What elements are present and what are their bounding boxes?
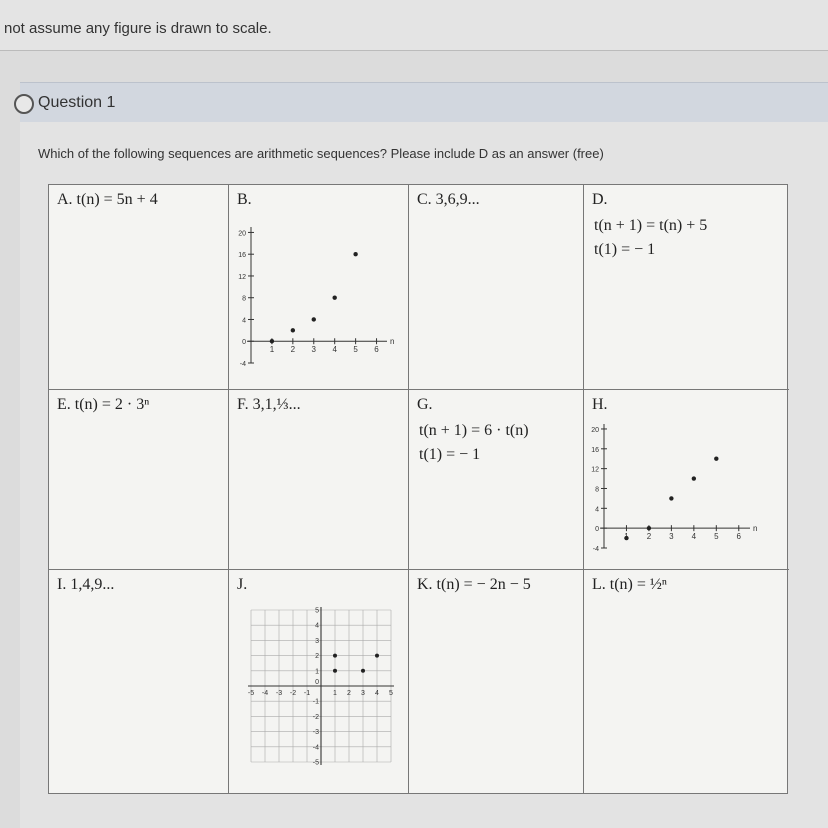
x-tick-label: 3	[361, 690, 365, 697]
data-point	[624, 536, 628, 540]
option-e-label: E. t(n) = 2 · 3ⁿ	[57, 396, 150, 413]
x-tick-label: 3	[311, 345, 316, 355]
y-tick-label: 12	[591, 466, 599, 474]
option-c-label: C. 3,6,9...	[417, 191, 480, 208]
data-point	[333, 654, 337, 658]
option-i-label: I. 1,4,9...	[57, 576, 115, 593]
data-point	[291, 328, 295, 332]
x-tick-label: 1	[333, 690, 337, 697]
y-tick-label: 8	[242, 295, 246, 303]
y-tick-label: -4	[592, 546, 599, 553]
x-tick-label: -1	[303, 690, 311, 697]
x-tick-label: -4	[261, 690, 269, 697]
y-tick-label: 16	[238, 252, 246, 260]
data-point	[312, 317, 316, 321]
y-tick-label: 20	[238, 230, 246, 238]
x-tick-label: 4	[332, 345, 337, 355]
x-tick-label: 6	[374, 345, 379, 355]
y-tick-label: 16	[591, 446, 599, 454]
option-cell-c[interactable]	[409, 185, 584, 390]
option-cell-i[interactable]	[49, 570, 229, 794]
option-g-label: G.	[417, 396, 433, 413]
option-d-line2: t(1) = − 1	[594, 241, 656, 258]
option-f-label: F. 3,1,⅓...	[237, 396, 301, 413]
x-tick-label: 5	[714, 532, 719, 542]
option-cell-d[interactable]	[584, 185, 789, 390]
option-cell-k[interactable]	[409, 570, 584, 794]
disclaimer-text: not assume any figure is drawn to scale.	[4, 20, 272, 37]
y-tick-label: 0	[242, 339, 246, 347]
y-tick-label: 2	[315, 653, 319, 661]
x-tick-label: 1	[269, 345, 275, 355]
option-cell-l[interactable]	[584, 570, 789, 794]
option-cell-h[interactable]	[584, 390, 789, 570]
data-point	[692, 476, 696, 480]
option-k-label: K. t(n) = − 2n − 5	[417, 576, 531, 593]
y-tick-label: 3	[315, 637, 319, 645]
option-cell-e[interactable]	[49, 390, 229, 570]
option-d-line1: t(n + 1) = t(n) + 5	[594, 217, 708, 234]
y-tick-label: 12	[238, 273, 246, 281]
x-tick-label: 2	[290, 345, 296, 355]
option-cell-j[interactable]	[229, 570, 409, 794]
question-title: Question 1	[38, 94, 116, 111]
option-cell-a[interactable]	[49, 185, 229, 390]
answer-grid	[48, 184, 788, 794]
option-j-label: J.	[237, 576, 248, 593]
question-status-icon[interactable]	[14, 94, 34, 114]
data-point	[647, 526, 651, 530]
option-j-chart	[237, 602, 405, 774]
x-tick-label: 5	[389, 690, 393, 697]
x-axis-name: n	[390, 337, 395, 347]
y-tick-label: -5	[312, 759, 319, 767]
data-point	[375, 654, 379, 658]
y-tick-label: -2	[312, 713, 319, 721]
x-tick-label: -3	[275, 690, 283, 697]
y-tick-label: 5	[315, 607, 319, 615]
option-h-chart	[590, 418, 770, 558]
data-point	[361, 669, 365, 673]
x-tick-label: 6	[736, 532, 741, 542]
x-axis-name: n	[753, 524, 758, 534]
y-tick-label: -4	[312, 744, 319, 752]
y-tick-label: -1	[312, 698, 319, 706]
option-g-line2: t(1) = − 1	[419, 446, 481, 463]
option-g-line1: t(n + 1) = 6 · t(n)	[419, 422, 529, 439]
option-cell-b[interactable]	[229, 185, 409, 390]
y-tick-label: 20	[591, 426, 599, 434]
y-tick-label: 0	[595, 526, 599, 534]
x-tick-label: 2	[347, 690, 351, 697]
x-tick-label: -2	[289, 690, 297, 697]
option-cell-f[interactable]	[229, 390, 409, 570]
x-tick-label: 4	[375, 690, 379, 697]
x-tick-label: 4	[691, 532, 697, 542]
x-tick-label: -5	[247, 690, 255, 697]
option-b-chart	[237, 221, 407, 373]
y-tick-label: 4	[315, 622, 319, 630]
origin-label: 0	[315, 679, 319, 686]
data-point	[332, 296, 336, 300]
question-prompt: Which of the following sequences are arithmetic sequences? Please include D as an answer (free)	[38, 146, 604, 161]
option-a-label: A. t(n) = 5n + 4	[57, 191, 158, 208]
data-point	[714, 457, 718, 461]
option-d-label: D.	[592, 191, 608, 208]
option-cell-g[interactable]	[409, 390, 584, 570]
option-l-label: L. t(n) = ½ⁿ	[592, 576, 667, 593]
y-tick-label: -4	[239, 361, 246, 368]
option-h-label: H.	[592, 396, 608, 413]
y-tick-label: -3	[312, 729, 319, 737]
x-tick-label: 3	[669, 532, 674, 542]
data-point	[333, 669, 337, 673]
y-tick-label: 4	[595, 506, 599, 514]
y-tick-label: 4	[242, 317, 246, 325]
x-tick-label: 2	[646, 532, 652, 542]
y-tick-label: 1	[315, 668, 319, 676]
y-tick-label: 8	[595, 486, 599, 494]
data-point	[270, 339, 274, 343]
question-header	[20, 82, 828, 124]
top-strip	[0, 0, 828, 51]
data-point	[353, 252, 357, 256]
data-point	[669, 496, 673, 500]
option-b-label: B.	[237, 191, 252, 208]
x-tick-label: 5	[353, 345, 358, 355]
